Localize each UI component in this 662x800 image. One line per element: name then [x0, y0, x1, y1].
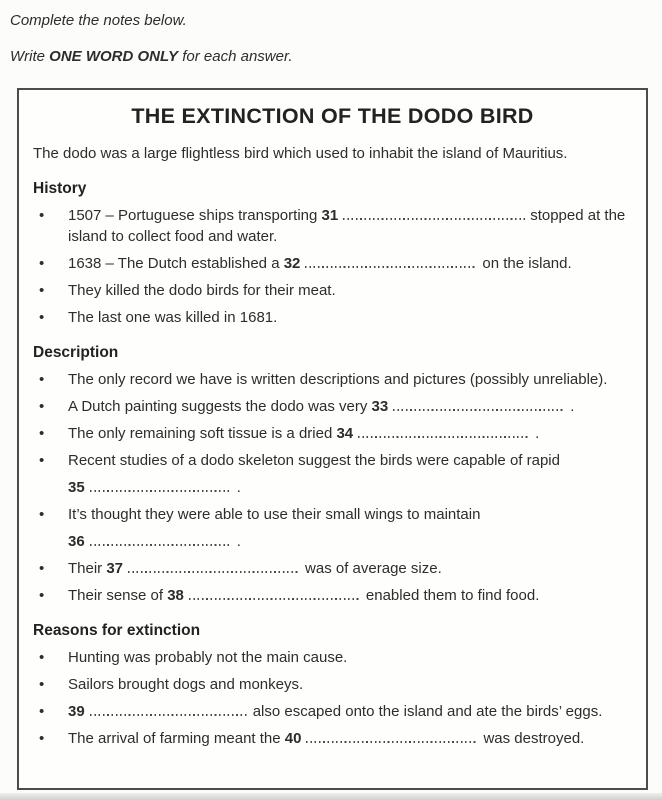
note-text: A Dutch painting suggests the dodo was very 33 .: [68, 398, 575, 415]
question-number: 38: [167, 587, 184, 604]
note-item: [33, 504, 632, 552]
note-text: Their 37 was of average size.: [68, 560, 442, 577]
answer-blank: [358, 436, 530, 439]
instruction-line-2: [10, 46, 662, 67]
note-item: [33, 423, 632, 444]
bullet-icon: •: [39, 560, 45, 577]
question-number: 36: [68, 533, 85, 550]
note-item: [33, 280, 632, 301]
note-text: Hunting was probably not the main cause.: [68, 649, 348, 666]
notes-title: THE EXTINCTION OF THE DODO BIRD: [131, 104, 534, 128]
question-number: 35: [68, 479, 85, 496]
instruction-one-word-only: ONE WORD ONLY: [49, 48, 179, 65]
section-heading: History: [33, 180, 87, 197]
note-item: [33, 369, 632, 390]
note-text: The only record we have is written descriptions and pictures (possibly unreliable).: [68, 371, 608, 388]
bullet-icon: •: [39, 676, 45, 693]
note-text: 1638 – The Dutch established a 32 on the island.: [68, 255, 572, 272]
question-number: 37: [106, 560, 124, 577]
question-number: 31: [321, 207, 339, 224]
note-text: Sailors brought dogs and monkeys.: [68, 676, 304, 693]
notes-box: [17, 88, 648, 790]
note-text: [68, 450, 632, 498]
question-number: 34: [336, 425, 354, 442]
notes-sections: [33, 178, 632, 749]
instruction-line-2-prefix: Write: [10, 48, 50, 65]
bullet-icon: •: [39, 730, 45, 747]
note-text: Their sense of 38 enabled them to find food.: [68, 587, 540, 604]
note-item: [33, 647, 632, 668]
bullet-icon: •: [39, 309, 45, 326]
note-item: [33, 728, 632, 749]
instruction-line-2-suffix: for each answer.: [178, 48, 293, 65]
note-blank-line: 35 .: [68, 479, 241, 496]
instruction-line-1: Complete the notes below.: [10, 12, 187, 29]
notes-intro: The dodo was a large flightless bird which used to inhabit the island of Mauritius.: [33, 145, 568, 162]
answer-blank: [306, 741, 478, 744]
bullet-icon: •: [39, 703, 45, 720]
note-text-line: It’s thought they were able to use their small wings to maintain: [68, 506, 481, 523]
bullet-icon: •: [39, 282, 45, 299]
section-heading: Description: [33, 344, 119, 361]
bullet-icon: •: [39, 371, 45, 388]
note-item: [33, 701, 632, 722]
note-item: [33, 307, 632, 328]
bullet-icon: •: [39, 398, 45, 415]
note-text: The last one was killed in 1681.: [68, 309, 278, 326]
note-blank-line: 36 .: [68, 533, 241, 550]
answer-blank: [305, 266, 477, 269]
note-item: [33, 450, 632, 498]
note-item: [33, 205, 632, 247]
note-item: [33, 558, 632, 579]
question-number: 32: [283, 255, 301, 272]
bullet-icon: •: [39, 425, 45, 442]
note-text: [68, 504, 632, 552]
bullet-icon: •: [39, 506, 45, 523]
note-text: 1507 – Portuguese ships transporting 31 stopped at the island to collect food and water.: [68, 207, 626, 245]
note-item: [33, 396, 632, 417]
note-item: [33, 253, 632, 274]
bullet-icon: •: [39, 452, 45, 469]
answer-blank: [189, 598, 361, 601]
answer-blank: [90, 490, 232, 493]
bullet-icon: •: [39, 207, 45, 224]
scan-edge: [0, 793, 662, 800]
bullet-icon: •: [39, 649, 45, 666]
question-number: 39: [68, 703, 85, 720]
bullet-icon: •: [39, 587, 45, 604]
note-text: The arrival of farming meant the 40 was destroyed.: [68, 730, 585, 747]
note-text: 39 also escaped onto the island and ate the birds’ eggs.: [68, 703, 603, 720]
note-text-line: Recent studies of a dodo skeleton suggest the birds were capable of rapid: [68, 452, 560, 469]
answer-blank: [128, 571, 300, 574]
note-item: [33, 585, 632, 606]
bullet-icon: •: [39, 255, 45, 272]
answer-blank: [90, 714, 248, 717]
note-item: [33, 674, 632, 695]
note-text: The only remaining soft tissue is a dried 34 .: [68, 425, 540, 442]
note-text: They killed the dodo birds for their meat.: [68, 282, 336, 299]
answer-blank: [90, 544, 232, 547]
question-number: 33: [371, 398, 389, 415]
question-number: 40: [284, 730, 302, 747]
section-heading: Reasons for extinction: [33, 622, 201, 639]
answer-blank: [343, 218, 525, 221]
answer-blank: [393, 409, 565, 412]
